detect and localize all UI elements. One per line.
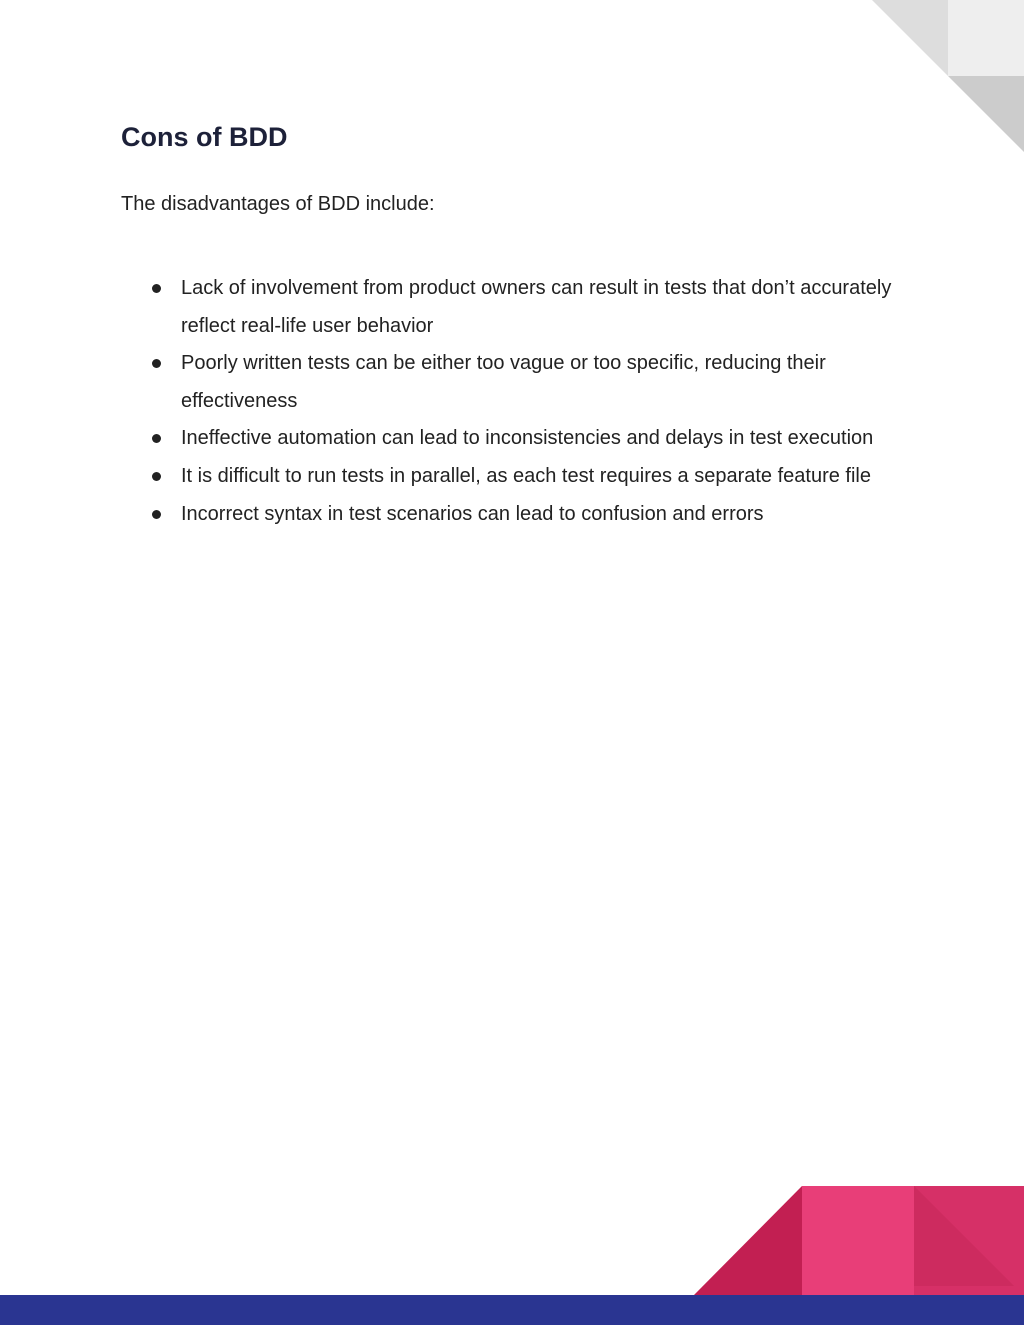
list-item (121, 458, 901, 496)
list-item-text: Incorrect syntax in test scenarios can lead to confusion and errors (181, 502, 764, 525)
list-item (121, 496, 901, 534)
document-body (121, 118, 901, 533)
list-item-text: Ineffective automation can lead to inconsistencies and delays in test execution (181, 427, 874, 450)
cons-list (121, 270, 901, 533)
list-item-text: Poorly written tests can be either too vague or too specific, reducing their effectiveness (181, 352, 826, 412)
list-item-text: Lack of involvement from product owners can result in tests that don’t accurately reflect real-life user behavior (181, 277, 892, 337)
bullet-icon (152, 284, 161, 293)
list-item (121, 345, 901, 420)
bullet-icon (152, 510, 161, 519)
page-title: Cons of BDD (121, 122, 288, 152)
list-item (121, 270, 901, 345)
intro-text: The disadvantages of BDD include: (121, 193, 435, 215)
bottom-right-corner-decoration (680, 1180, 1024, 1298)
bullet-icon (152, 359, 161, 368)
bullet-icon (152, 472, 161, 481)
list-item (121, 420, 901, 458)
footer-bar (0, 1295, 1024, 1325)
list-item-text: It is difficult to run tests in parallel, as each test requires a separate feature file (181, 464, 871, 487)
bullet-icon (152, 434, 161, 443)
